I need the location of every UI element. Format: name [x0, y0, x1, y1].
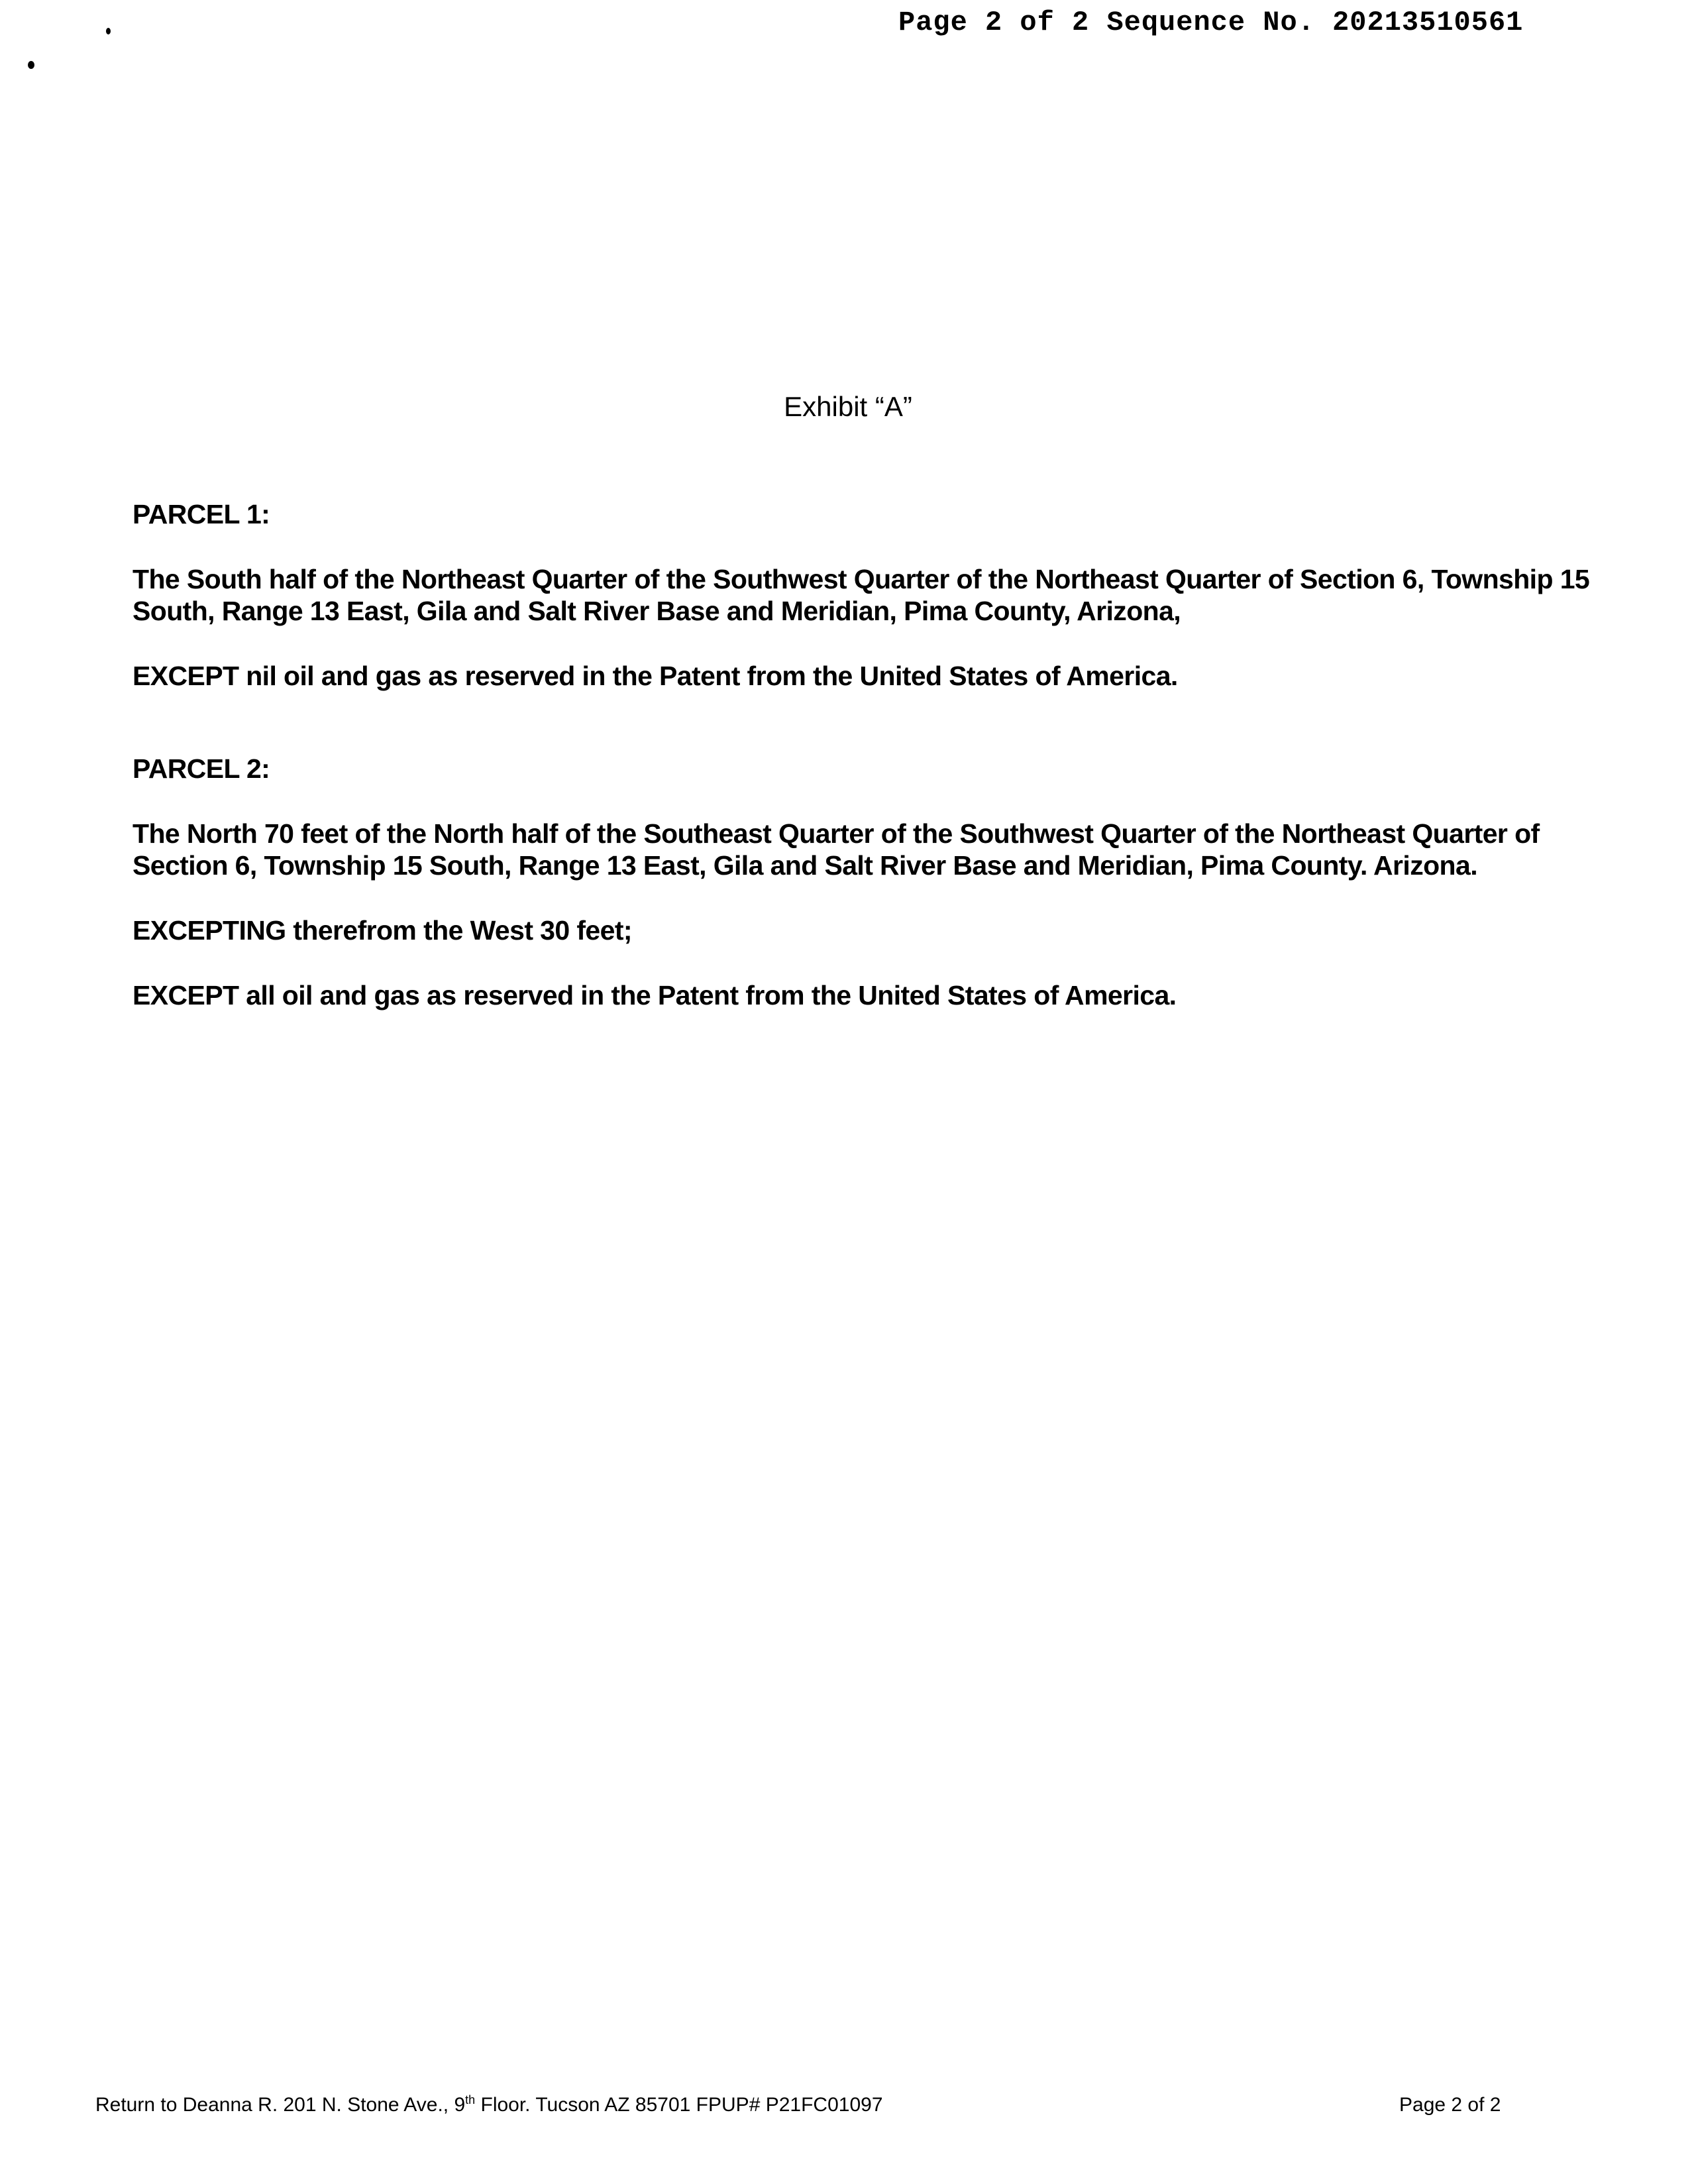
legal-description — [132, 498, 1603, 1011]
parcel-description: The North 70 feet of the North half of the Southeast Quarter of the Southwest Quarter of the Northeast Quarter of Section 6, Township 15 South, Range 13 East, Gila and Salt River Base and Meridian, Pima County. Arizona. — [132, 818, 1540, 881]
return-address-prefix: Return to Deanna R. 201 N. Stone Ave., 9 — [95, 2094, 466, 2116]
scan-speck — [28, 61, 34, 69]
parcel-description: The South half of the Northeast Quarter of the Southwest Quarter of the Northeast Quarter of Section 6, Township 15 South, Range 13 East, Gila and Salt River Base and Meridian, Pima County, Arizona, — [132, 564, 1590, 626]
page-number: Page 2 of 2 — [1399, 2094, 1501, 2116]
sequence-stamp: Page 2 of 2 Sequence No. 20213510561 — [898, 7, 1524, 38]
return-address — [95, 2094, 883, 2116]
return-address-suffix: Floor. Tucson AZ 85701 FPUP# P21FC01097 — [475, 2094, 883, 2116]
parcel-1 — [132, 498, 1603, 692]
parcel-exception: EXCEPT nil oil and gas as reserved in the Patent from the United States of America. — [132, 661, 1178, 691]
exhibit-title: Exhibit “A” — [784, 391, 912, 422]
parcel-heading: PARCEL 1: — [132, 499, 270, 529]
scan-speck — [106, 28, 111, 34]
parcel-exception: EXCEPT all oil and gas as reserved in the Patent from the United States of America. — [132, 980, 1177, 1010]
parcel-exception: EXCEPTING therefrom the West 30 feet; — [132, 915, 632, 946]
ordinal-suffix: th — [465, 2093, 476, 2106]
parcel-heading: PARCEL 2: — [132, 753, 270, 784]
parcel-2 — [132, 753, 1603, 1011]
